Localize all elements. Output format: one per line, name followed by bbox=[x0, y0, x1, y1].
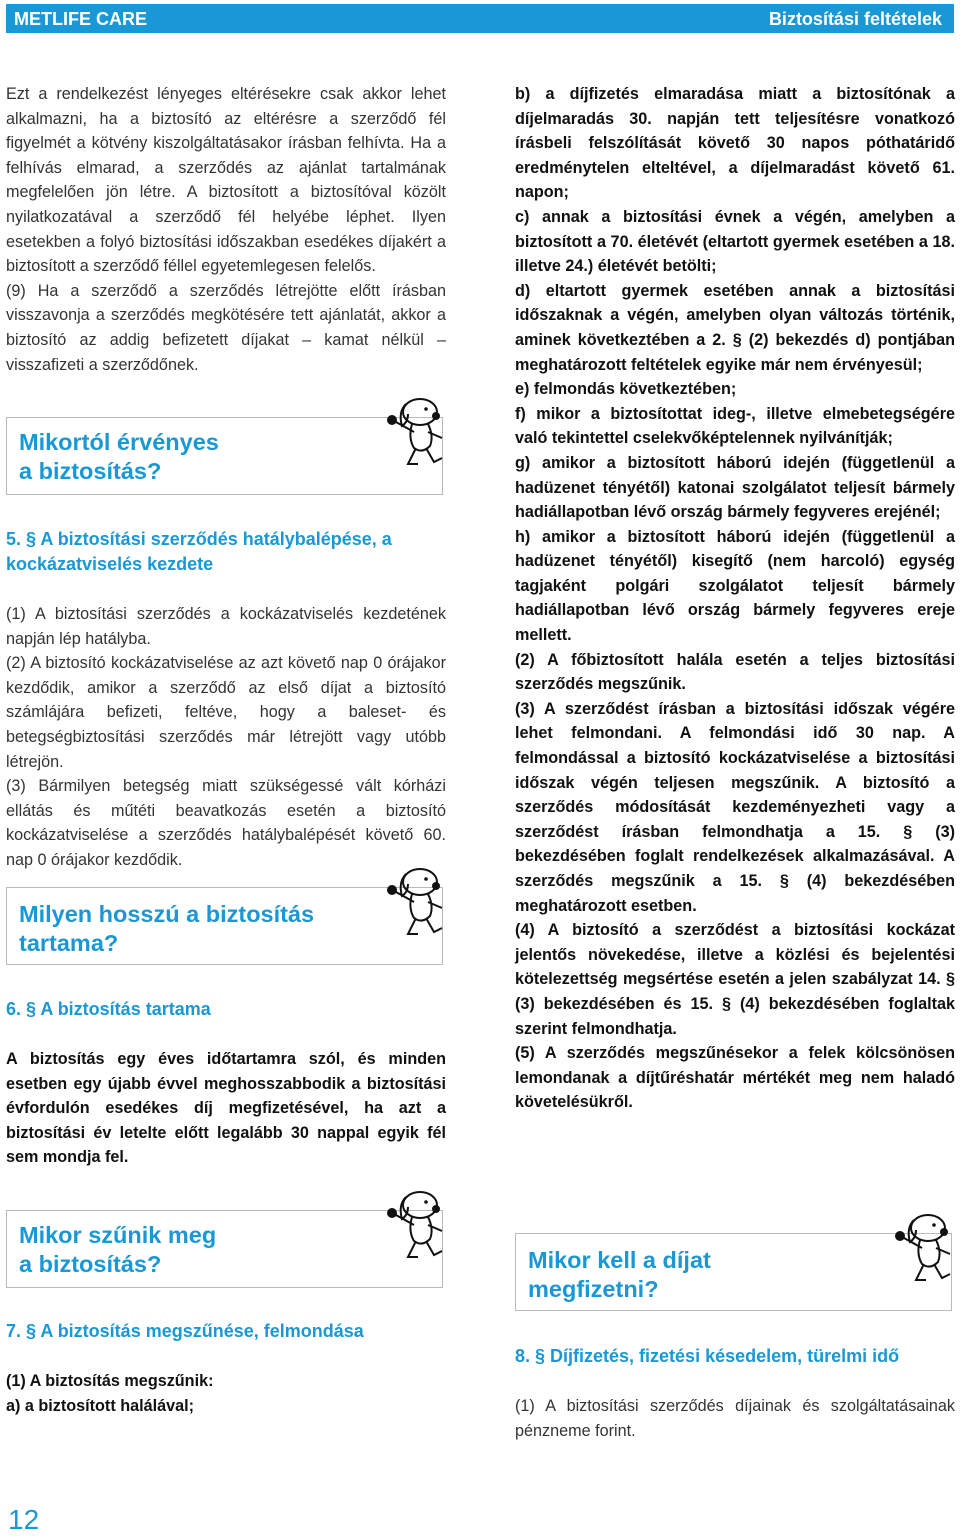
termination-paragraph-4: (4) A biztosító a szerződést a biztosítási kockázat jelentős növekedése, illetve a közlési és bejelentési kötelezettség megsértése esetén a jelen szabályzat 14. § (3) bekezdésében és 15. § (4) bekezdésében foglaltak szerint felmondhatja. bbox=[515, 921, 955, 1038]
question-line: megfizetni? bbox=[528, 1276, 659, 1302]
page-header bbox=[6, 4, 954, 33]
snoopy-dancing-icon bbox=[378, 392, 450, 474]
section-5-body bbox=[6, 602, 446, 873]
question-line: a biztosítás? bbox=[19, 458, 162, 484]
termination-item-b: b) a díjfizetés elmaradása miatt a biztosítónak a díjelmaradás 30. napján tett teljesítésre vonatkozó írásbeli felszólítását követő 30 napos póthatáridő eredménytelen elteltével, a díjelmaradást követő 61. napon; bbox=[515, 85, 955, 202]
page-number: 12 bbox=[8, 1504, 40, 1535]
question-line: Mikor szűnik meg bbox=[19, 1222, 217, 1248]
section-6-heading: 6. § A biztosítás tartama bbox=[6, 999, 211, 1019]
section-7-line: (1) A biztosítás megszűnik: bbox=[6, 1372, 214, 1390]
section-7-continued bbox=[515, 82, 955, 1115]
termination-paragraph-3: (3) A szerződést írásban a biztosítási időszak végére lehet felmondani. A felmondási idő 30 nap. A felmondással a biztosító kockázatviselése a biztosítási időszak végén teljesen megszűnik. A biztosító a szerződés módosítását kezdeményezheti vagy a szerződést írásban felmondhatja a 15. § (3) bekezdésében foglalt rendelkezések alkalmazásával. A szerződés megszűnik a 15. § (4) bekezdésében meghatározott esetben. bbox=[515, 699, 955, 915]
section-8-paragraph: (1) A biztosítási szerződés díjainak és szolgáltatásainak pénzneme forint. bbox=[515, 1397, 955, 1440]
termination-item-d: d) eltartott gyermek esetében annak a biztosítási időszaknak a végén, amelyben olyan változás történik, aminek következtében a 2. § (2) bekezdés d) pontjában meghatározott feltételek egyike már nem érvényesül; bbox=[515, 281, 955, 374]
section-5-paragraph: (3) Bármilyen betegség miatt szükségessé vált kórházi ellátás és műtéti beavatkozás esetén a biztosító kockázatviselése a szerződés hatálybalépését követő 60. nap 0 órájakor kezdődik. bbox=[6, 777, 446, 869]
termination-item-g: g) amikor a biztosított háború idején (függetlenül a hadüzenet tényétől) katonai szolgálatot teljesít bármely hadiállapotban lévő ország bármely fegyveres erejénél; bbox=[515, 453, 955, 522]
intro-paragraph-9: (9) Ha a szerződő a szerződés létrejötte előtt írásban visszavonja a szerződés megkötésére tett ajánlatát, akkor a biztosító az addig befizetett díjakat – kamat nélkül – visszafizeti a szerződőnek. bbox=[6, 281, 446, 374]
question-line: Mikortól érvényes bbox=[19, 429, 219, 455]
intro-paragraph: Ezt a rendelkezést lényeges eltérésekre csak akkor lehet alkalmazni, ha a biztosító az eltérésre a szerződő fél figyelmét a kötvény kiszolgáltatásakor írásban felhívta. Ha a felhívás elmarad, a szerződés az ajánlat tartalmának megfelelően jön létre. A biztosított a biztosítóval közölt nyilatkozatával a szerződő fél helyébe léphet. Ilyen esetekben a folyó biztosítási időszakban esedékes díjakért a biztosított a szerződő féllel egyetemlegesen felelős. bbox=[6, 85, 446, 276]
termination-item-h: h) amikor a biztosított háború idején (függetlenül a hadüzenet tényétől) kisegítő (nem harcoló) egység tagjaként polgári szolgálatot teljesít bármely hadiállapotban lévő ország bármely fegyveres ereje mellett. bbox=[515, 527, 955, 645]
snoopy-dancing-icon bbox=[378, 1185, 450, 1267]
termination-item-c: c) annak a biztosítási évnek a végén, amelyben a biztosított a 70. életévét (eltartott gyermek esetében a 18. illetve 24.) életévét betölti; bbox=[515, 207, 955, 276]
snoopy-dancing-icon bbox=[886, 1208, 958, 1290]
question-line: Milyen hosszú a biztosítás bbox=[19, 901, 315, 927]
section-8-heading: 8. § Díjfizetés, fizetési késedelem, türelmi idő bbox=[515, 1346, 900, 1366]
termination-item-f: f) mikor a biztosítottat ideg-, illetve elmebetegségére való tekintettel cselekvőképtelennek nyilvánítják; bbox=[515, 404, 955, 448]
intro-block bbox=[6, 82, 446, 377]
termination-paragraph-5: (5) A szerződés megszűnésekor a felek kölcsönösen lemondanak a díjtűréshatár mértékét meg nem haladó követelésükről. bbox=[515, 1044, 955, 1112]
section-title: Biztosítási feltételek bbox=[768, 9, 942, 29]
termination-item-e: e) felmondás következtében; bbox=[515, 380, 737, 399]
termination-paragraph-2: (2) A főbiztosított halála esetén a teljes biztosítási szerződés megszűnik. bbox=[515, 650, 955, 694]
question-line: a biztosítás? bbox=[19, 1251, 162, 1277]
section-6-paragraph: A biztosítás egy éves időtartamra szól, és minden esetben egy újabb évvel meghosszabbodik a biztosítási évfordulón esedékes díj megfizetésével, ha azt a biztosítási év letelte előtt legalább 30 nappal egyik fél sem mondja fel. bbox=[6, 1050, 446, 1167]
section-5-heading-line: 5. § A biztosítási szerződés hatálybalépése, a bbox=[6, 529, 392, 549]
section-7-body bbox=[6, 1369, 446, 1418]
section-5-paragraph: (1) A biztosítási szerződés a kockázatviselés kezdetének napján lép hatályba. bbox=[6, 605, 446, 648]
question-line: Mikor kell a díjat bbox=[528, 1247, 711, 1273]
question-line: tartama? bbox=[19, 930, 119, 956]
section-5-paragraph: (2) A biztosító kockázatviselése az azt követő nap 0 órájakor kezdődik, amikor a szerződő az első díjat a biztosító számlájára befizeti, feltéve, hogy a baleset- és betegségbiztosítási szerződés már létrejött vagy utóbb létrejön. bbox=[6, 654, 446, 771]
section-7-line: a) a biztosított halálával; bbox=[6, 1396, 194, 1415]
section-7-heading: 7. § A biztosítás megszűnése, felmondása bbox=[6, 1321, 364, 1341]
section-5-heading bbox=[6, 527, 451, 577]
section-6-body bbox=[6, 1047, 446, 1170]
snoopy-dancing-icon bbox=[378, 862, 450, 944]
brand-name: METLIFE CARE bbox=[14, 9, 147, 29]
section-8-body bbox=[515, 1394, 955, 1443]
section-5-heading-line: kockázatviselés kezdete bbox=[6, 554, 214, 574]
